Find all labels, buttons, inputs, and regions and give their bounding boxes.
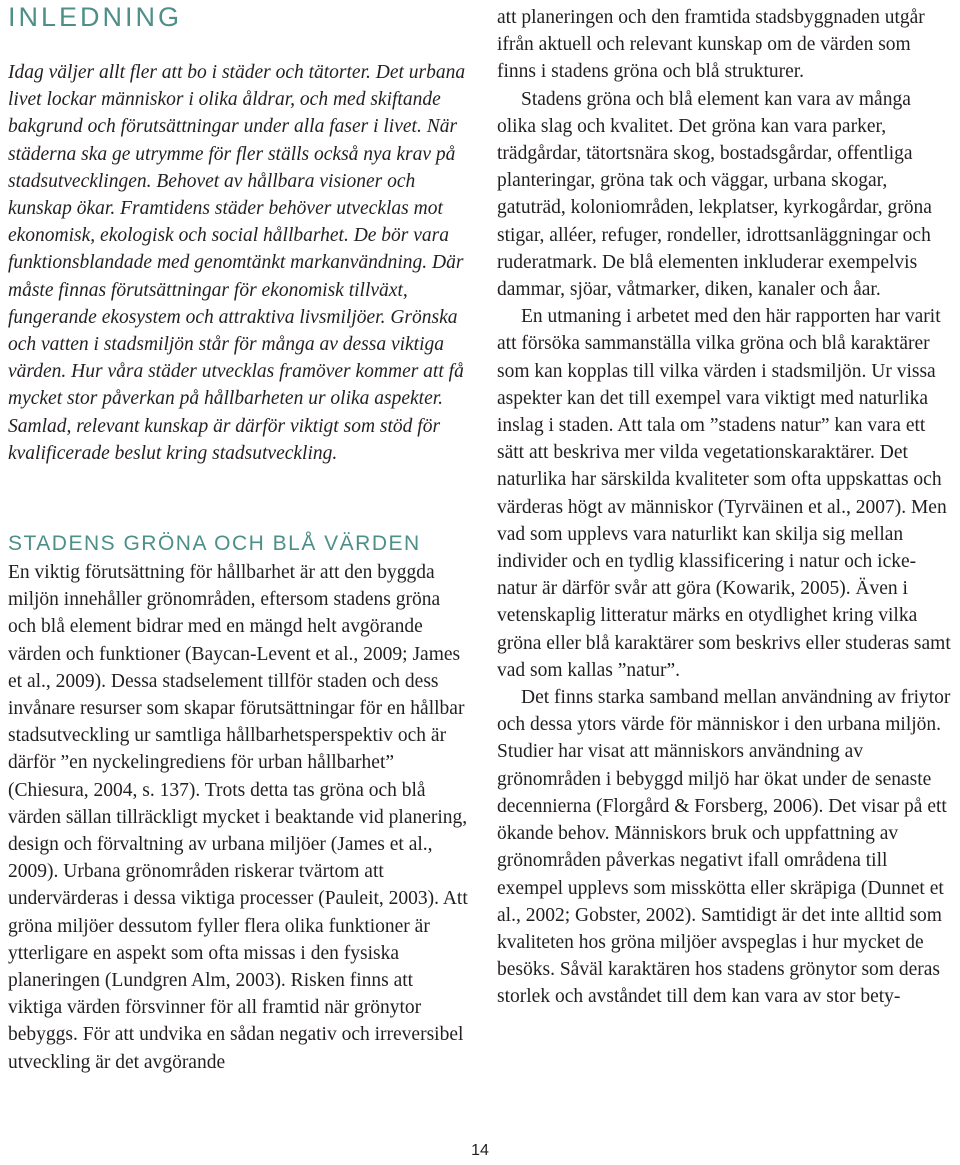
- body-paragraph: En utmaning i arbetet med den här rapporten har varit att försöka sammanställa vilka gröna och blå karaktärer som kan kopplas till vilka värden i stadsmiljön. Ur vissa aspekter kan det till exempel vara viktigt med naturlika inslag i staden. Att tala om ”stadens natur” kan vara ett sätt att beskriva mer vilda vegetationskaraktärer. Det naturlika har särskilda kvaliteter som ofta uppskattas och värderas högt av människor (Tyrväinen et al., 2007). Men vad som upplevs vara naturlikt kan skilja sig mellan individer och en tydlig klassificering i natur och icke-natur är därför svår att göra (Kowarik, 2005). Även i vetenskaplig litteratur märks en otydlighet kring vilka gröna eller blå karaktärer som beskrivs eller studeras samt vad som kallas ”natur”.: [497, 306, 951, 681]
- section-heading-stadens-grona: STADENS GRÖNA OCH BLÅ VÄRDEN: [8, 532, 421, 555]
- section-heading-inledning: INLEDNING: [8, 2, 183, 32]
- right-text-block: [497, 4, 953, 1011]
- body-paragraph: att planeringen och den framtida stadsbyggnaden utgår ifrån aktuell och relevant kunskap om de värden som finns i stadens gröna och blå strukturer.: [497, 7, 925, 83]
- body-paragraph: Stadens gröna och blå element kan vara av många olika slag och kvalitet. Det gröna kan vara parker, trädgårdar, tätortsnära skog, bostadsgårdar, offentliga planteringar, gröna tak och väggar, urbana skogar, gatuträd, koloniområden, lekplatser, kyrkogårdar, gröna stigar, alléer, refuger, rondeller, idrottsanläggningar och ruderatmark. De blå elementen inkluderar exempelvis dammar, sjöar, våtmarker, diken, kanaler och åar.: [497, 88, 932, 301]
- body-paragraph: Det finns starka samband mellan användning av friytor och dessa ytors värde för människor i den urbana miljön. Studier har visat att människors användning av grönområden i bebyggd miljö har ökat under de senaste decennierna (Florgård & Forsberg, 2006). Det visar på ett ökande behov. Människors bruk och uppfattning av grönområden påverkas negativt ifall områdena till exempel upplevs som misskötta eller skräpiga (Dunnet et al., 2002; Gobster, 2002). Samtidigt är det inte alltid som kvaliteten hos gröna miljöer avspeglas i hur mycket de besöks. Såväl karaktären hos stadens grönytor som deras storlek och avståndet till dem kan vara av stor bety-: [497, 687, 951, 1008]
- page-number: 14: [471, 1142, 489, 1159]
- intro-paragraph: Idag väljer allt fler att bo i städer och tätorter. Det urbana livet lockar människor i olika åldrar, och med skiftande bakgrund och förutsättningar under alla faser i livet. När städerna ska ge utrymme för fler ställs också nya krav på stadsutvecklingen. Behovet av hållbara visioner och kunskap ökar. Framtidens städer behöver utvecklas mot ekonomisk, ekologisk och social hållbarhet. De bör vara funktionsblandade med genomtänkt markanvändning. Där måste finnas förutsättningar för ekonomisk tillväxt, fungerande ekosystem och attraktiva livsmiljöer. Grönska och vatten i stadsmiljön står för många av dessa viktiga värden. Hur våra städer utvecklas framöver kommer att få mycket stor påverkan på hållbarheten ur olika aspekter. Samlad, relevant kunskap är därför viktigt som stöd för kvalificerade beslut kring stadsutveckling.: [8, 62, 466, 464]
- body-paragraph-left: En viktig förutsättning för hållbarhet är att den byggda miljön innehåller grönområden, eftersom stadens gröna och blå element bidrar med en mängd helt avgörande värden och funktioner (Baycan-Levent et al., 2009; James et al., 2009). Dessa stadselement tillför staden och dess invånare resurser som skapar förutsättningar för en hållbar stadsutveckling ur samtliga hållbarhetsperspektiv och är därför ”en nyckelingrediens för urban hållbarhet” (Chiesura, 2004, s. 137). Trots detta tas gröna och blå värden sällan tillräckligt mycket i beaktande vid planering, design och förvaltning av urbana miljöer (James et al., 2009). Urbana grönområden riskerar tvärtom att undervärderas i dessa viktiga processer (Pauleit, 2003). Att gröna miljöer dessutom fyller flera olika funktioner är ytterligare en aspekt som ofta missas i den fysiska planeringen (Lundgren Alm, 2003). Risken finns att viktiga värden försvinner för all framtid när grönytor bebyggs. För att undvika en sådan negativ och irreversibel utveckling är det avgörande: [8, 562, 468, 1073]
